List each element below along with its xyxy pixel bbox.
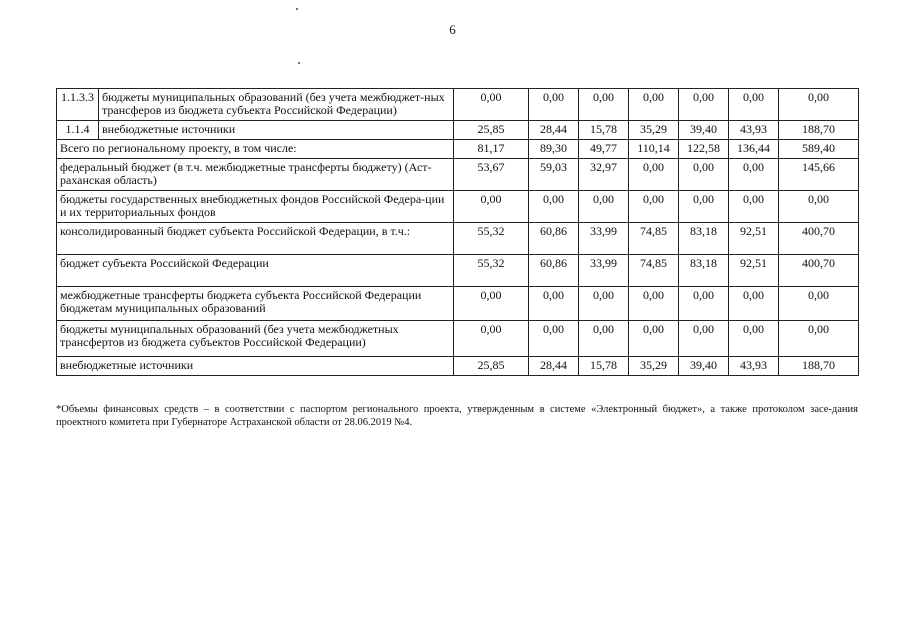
row-value: 136,44 bbox=[729, 140, 779, 159]
row-value: 0,00 bbox=[679, 89, 729, 121]
row-value: 33,99 bbox=[579, 223, 629, 255]
table-row bbox=[57, 357, 859, 376]
row-label: бюджеты государственных внебюджетных фондов Российской Федера-ции и их территориальных фондов bbox=[57, 191, 454, 223]
table-row bbox=[57, 121, 859, 140]
row-value: 92,51 bbox=[729, 223, 779, 255]
row-value: 0,00 bbox=[629, 321, 679, 357]
row-value: 59,03 bbox=[529, 159, 579, 191]
row-value: 0,00 bbox=[679, 191, 729, 223]
row-value: 0,00 bbox=[679, 287, 729, 321]
row-value: 28,44 bbox=[529, 121, 579, 140]
row-value: 60,86 bbox=[529, 223, 579, 255]
row-value: 0,00 bbox=[779, 321, 859, 357]
row-value: 53,67 bbox=[454, 159, 529, 191]
row-value: 0,00 bbox=[454, 89, 529, 121]
row-value: 0,00 bbox=[729, 287, 779, 321]
row-value: 0,00 bbox=[529, 89, 579, 121]
row-value: 400,70 bbox=[779, 255, 859, 287]
row-label: федеральный бюджет (в т.ч. межбюджетные трансферты бюджету) (Аст-раханская область) bbox=[57, 159, 454, 191]
row-value: 25,85 bbox=[454, 357, 529, 376]
row-label: межбюджетные трансферты бюджета субъекта Российской Федерации бюджетам муниципальных образований bbox=[57, 287, 454, 321]
row-value: 0,00 bbox=[679, 321, 729, 357]
row-value: 92,51 bbox=[729, 255, 779, 287]
row-label: бюджеты муниципальных образований (без учета межбюджет-ных трансферов из бюджета субъекта Российской Федерации) bbox=[99, 89, 454, 121]
row-value: 83,18 bbox=[679, 255, 729, 287]
page-number: 6 bbox=[449, 22, 456, 37]
row-value: 55,32 bbox=[454, 223, 529, 255]
row-value: 81,17 bbox=[454, 140, 529, 159]
row-value: 0,00 bbox=[729, 321, 779, 357]
row-label: внебюджетные источники bbox=[57, 357, 454, 376]
row-value: 28,44 bbox=[529, 357, 579, 376]
row-value: 89,30 bbox=[529, 140, 579, 159]
table-row bbox=[57, 321, 859, 357]
row-value: 0,00 bbox=[729, 191, 779, 223]
row-value: 0,00 bbox=[579, 321, 629, 357]
row-value: 49,77 bbox=[579, 140, 629, 159]
row-value: 39,40 bbox=[679, 357, 729, 376]
row-value: 0,00 bbox=[779, 89, 859, 121]
row-value: 74,85 bbox=[629, 223, 679, 255]
row-value: 0,00 bbox=[629, 159, 679, 191]
row-value: 35,29 bbox=[629, 357, 679, 376]
row-value: 74,85 bbox=[629, 255, 679, 287]
row-value: 0,00 bbox=[579, 89, 629, 121]
row-code: 1.1.4 bbox=[57, 121, 99, 140]
row-value: 60,86 bbox=[529, 255, 579, 287]
table-row bbox=[57, 89, 859, 121]
row-value: 32,97 bbox=[579, 159, 629, 191]
row-value: 15,78 bbox=[579, 357, 629, 376]
row-value: 589,40 bbox=[779, 140, 859, 159]
row-value: 0,00 bbox=[529, 321, 579, 357]
row-label: консолидированный бюджет субъекта Российской Федерации, в т.ч.: bbox=[57, 223, 454, 255]
row-value: 0,00 bbox=[729, 159, 779, 191]
table-row bbox=[57, 140, 859, 159]
row-label: бюджеты муниципальных образований (без учета межбюджетных трансфертов из бюджета субъектов Российской Федерации) bbox=[57, 321, 454, 357]
row-value: 0,00 bbox=[529, 191, 579, 223]
row-value: 0,00 bbox=[454, 321, 529, 357]
budget-table bbox=[56, 88, 859, 376]
row-value: 145,66 bbox=[779, 159, 859, 191]
row-value: 15,78 bbox=[579, 121, 629, 140]
row-value: 35,29 bbox=[629, 121, 679, 140]
table-row bbox=[57, 255, 859, 287]
row-label: Всего по региональному проекту, в том числе: bbox=[57, 140, 454, 159]
row-value: 188,70 bbox=[779, 357, 859, 376]
scan-speck bbox=[298, 62, 300, 64]
row-value: 43,93 bbox=[729, 121, 779, 140]
table-row bbox=[57, 159, 859, 191]
row-value: 0,00 bbox=[579, 287, 629, 321]
row-value: 0,00 bbox=[779, 191, 859, 223]
row-value: 83,18 bbox=[679, 223, 729, 255]
row-value: 0,00 bbox=[454, 191, 529, 223]
budget-table-body bbox=[57, 89, 859, 376]
row-value: 33,99 bbox=[579, 255, 629, 287]
table-row bbox=[57, 191, 859, 223]
row-value: 188,70 bbox=[779, 121, 859, 140]
row-value: 0,00 bbox=[579, 191, 629, 223]
row-value: 55,32 bbox=[454, 255, 529, 287]
row-label: бюджет субъекта Российской Федерации bbox=[57, 255, 454, 287]
table-row bbox=[57, 223, 859, 255]
row-value: 43,93 bbox=[729, 357, 779, 376]
row-value: 400,70 bbox=[779, 223, 859, 255]
row-value: 0,00 bbox=[779, 287, 859, 321]
row-value: 0,00 bbox=[679, 159, 729, 191]
row-value: 39,40 bbox=[679, 121, 729, 140]
row-value: 0,00 bbox=[729, 89, 779, 121]
row-value: 110,14 bbox=[629, 140, 679, 159]
row-value: 0,00 bbox=[629, 287, 679, 321]
row-label: внебюджетные источники bbox=[99, 121, 454, 140]
table-row bbox=[57, 287, 859, 321]
row-code: 1.1.3.3 bbox=[57, 89, 99, 121]
scan-speck bbox=[296, 8, 298, 10]
row-value: 0,00 bbox=[629, 89, 679, 121]
row-value: 0,00 bbox=[454, 287, 529, 321]
row-value: 0,00 bbox=[529, 287, 579, 321]
row-value: 25,85 bbox=[454, 121, 529, 140]
row-value: 122,58 bbox=[679, 140, 729, 159]
row-value: 0,00 bbox=[629, 191, 679, 223]
footnote: *Объемы финансовых средств – в соответствии с паспортом регионального проекта, утвержденным в системе «Электронный бюджет», а также протоколом засе-дания проектного комитета при Губернаторе Астраханской области от 28.06.2019 №4. bbox=[56, 404, 858, 428]
